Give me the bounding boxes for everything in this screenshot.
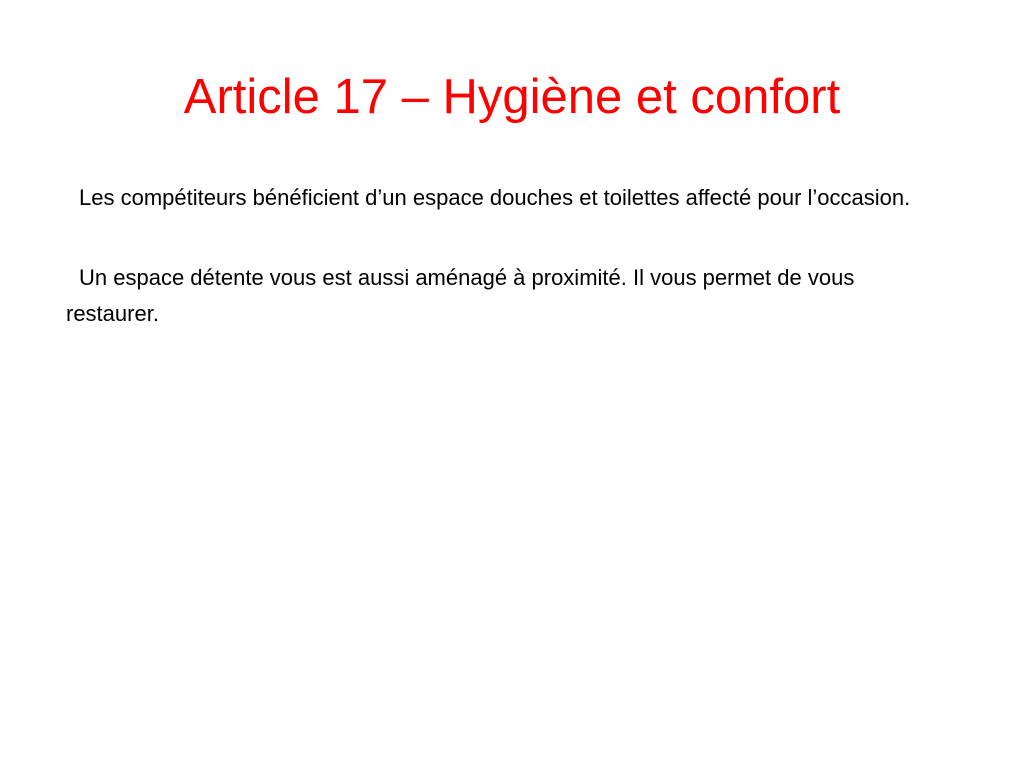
paragraph-showers: Les compétiteurs bénéficient d’un espace douches et toilettes affecté pour l’occasion. <box>79 185 911 210</box>
slide-body <box>66 180 946 376</box>
slide-title: Article 17 – Hygiène et confort <box>183 70 841 124</box>
paragraph-relaxation-area: Un espace détente vous est aussi aménagé à proximité. Il vous permet de vous restaurer. <box>66 265 855 326</box>
